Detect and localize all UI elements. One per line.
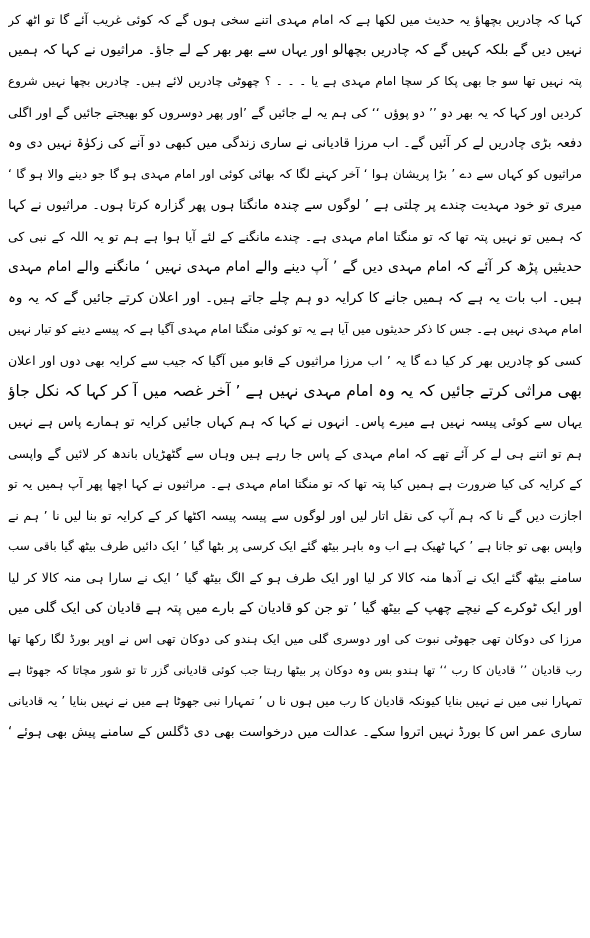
text-line: واپس بھی تو جانا ہے ’ کہا ٹھیک ہے اب وہ باہر بیٹھ گئے ایک کرسی پر بٹھا گیا ’ ایک دائیں طرف بیٹھ گیا باقی سب xyxy=(8,539,582,553)
text-line: کہ ہمیں تو نہیں پتہ تھا کہ تو منگتا امام مہدی ہے۔ چندے مانگنے کے لئے آیا ہوا ہے ہم تو یہ اللہ کے نبی کی xyxy=(8,229,582,244)
urdu-text-block xyxy=(8,4,582,748)
text-line: رب قادیان ’’ قادیان کا رب ‘‘ تھا ہندو بس وہ دوکان پر بیٹھا رہتا جب کوئی قادیانی گزر تا تو شور مچاتا کہ جھوٹا ہے xyxy=(8,663,582,677)
text-line: پتہ نہیں تھا سو جا بھی پکا کر سچا امام مہدی ہے یا ۔ ۔ ۔ ؟ چھوٹی چادریں لائے ہیں۔ چادریں بچھا نہیں شروع xyxy=(8,74,582,88)
text-line: کسی کو چادریں بھر کر کیا دے گا یہ ’ اب مرزا مراثیوں کے قابو میں آگیا کہ جیب سے کرایہ بھی دوں اور اعلان xyxy=(8,353,582,368)
text-line: حدیثیں پڑھ کر آئے کہ امام مہدی دیں گے ’ آپ دینے والے امام مہدی نہیں ‘ مانگنے والے امام مہدی xyxy=(8,259,582,275)
text-line: یہاں سے کوئی پیسہ نہیں ہے میرے پاس۔ انہوں نے کہا کہ ہم کہاں جائیں کرایہ تو ہمارے پاس ہے نہیں xyxy=(8,415,582,430)
text-line: ہیں۔ اب بات یہ ہے کہ ہمیں جانے کا کرایہ دو ہم چلے جاتے ہیں۔ اور اعلان کرتے جائیں گے کہ یہ وہ xyxy=(8,290,582,306)
text-line: دفعہ بڑی چادریں لے کر آئیں گے۔ اب مرزا قادیانی نے ساری زندگی میں کبھی دو آنے کی زکوٰۃ نہیں دی وہ xyxy=(8,136,582,151)
text-line: بھی مراثی کرتے جائیں کہ یہ وہ امام مہدی نہیں ہے ’ آخر غصہ میں آ کر کہا کہ نکل جاؤ xyxy=(8,382,582,400)
text-line: ساری عمر اس کا بورڈ نہیں اتروا سکے۔ عدالت میں درخواست بھی دی ڈگلس کے سامنے پیش بھی ہوئے ‘ xyxy=(8,725,582,740)
text-line: اور ایک ٹوکرے کے نیچے چھپ کے بیٹھ گیا ’ تو جن کو قادیان کے بارے میں پتہ ہے قادیان کی ایک گلی میں xyxy=(8,600,582,616)
text-line: سامنے بیٹھ گئے ایک نے آدھا منہ کالا کر لیا اور ایک طرف ہو کے الگ بیٹھ گیا ’ ایک نے سارا ہی منہ کالا کر لیا xyxy=(8,570,582,585)
text-line: میری تو خود مہدیت چندے پر چلتی ہے ’ لوگوں سے چندہ مانگتا ہوں پھر گزارہ کرتا ہوں۔ مراثیوں نے کہا xyxy=(8,198,582,213)
text-line: نہیں دیں گے بلکہ کہیں گے کہ چادریں بچھالو اور یہاں سے بھر بھر کے لے جاؤ۔ مراثیوں نے کہا کہ ہمیں xyxy=(8,42,582,58)
text-line: کہا کہ چادریں بچھاؤ یہ حدیث میں لکھا ہے کہ امام مہدی اتنے سخی ہوں گے کہ کوئی غریب آئے گا تو اٹھ کر xyxy=(8,12,582,27)
text-line: کردیں اور کہا کہ یہ بھر دو ’’ دو پوؤں ‘‘ کی ہم یہ لے جائیں گے ’اور پھر دوسروں کو بھیجتے جائیں گے اور اگلی xyxy=(8,105,582,120)
text-line: اجازت دیں گے نا کہ ہم آپ کی نقل اتار لیں اور لوگوں سے پیسہ پیسہ اکٹھا کر کے کرایہ تو بنا لیں نا ’ ہم نے xyxy=(8,508,582,523)
text-line: ہم تو اتنے ہی لے کر آئے تھے کہ امام مہدی کے پاس جا رہے ہیں وہاں سے گٹھڑیاں باندھ کر لائیں گے واپسی xyxy=(8,446,582,461)
text-line: تمہارا نبی میں نے نہیں بنایا کیونکہ قادیان کا رب میں ہوں نا ں ’ تمہارا نبی جھوٹا ہے میں نے نہیں بنایا ’ یہ قادیانی xyxy=(8,694,582,708)
text-line: مرزا کی دوکان تھی جھوٹی نبوت کی اور دوسری گلی میں ایک ہندو کی دوکان تھی اس نے اوپر بورڈ لگا رکھا تھا xyxy=(8,632,582,646)
text-line: امام مہدی نہیں ہے۔ جس کا ذکر حدیثوں میں آیا ہے یہ تو کوئی منگتا امام مہدی آگیا ہے کہ پیسے دینے کو تیار نہیں xyxy=(8,322,582,336)
text-line: مراثیوں کو کہاں سے دے ’ بڑا پریشان ہوا ‘ آخر کہنے لگا کہ بھائی کوئی اور امام مہدی ہو گا جو دینے والا ہو گا ‘ xyxy=(8,167,582,181)
text-line: کے کرایہ کی کیا ضرورت ہے ہمیں کیا پتہ تھا کہ تو منگتا امام مہدی ہے۔ مراثیوں نے کہا اچھا پھر آپ ہمیں یہ تو xyxy=(8,477,582,491)
